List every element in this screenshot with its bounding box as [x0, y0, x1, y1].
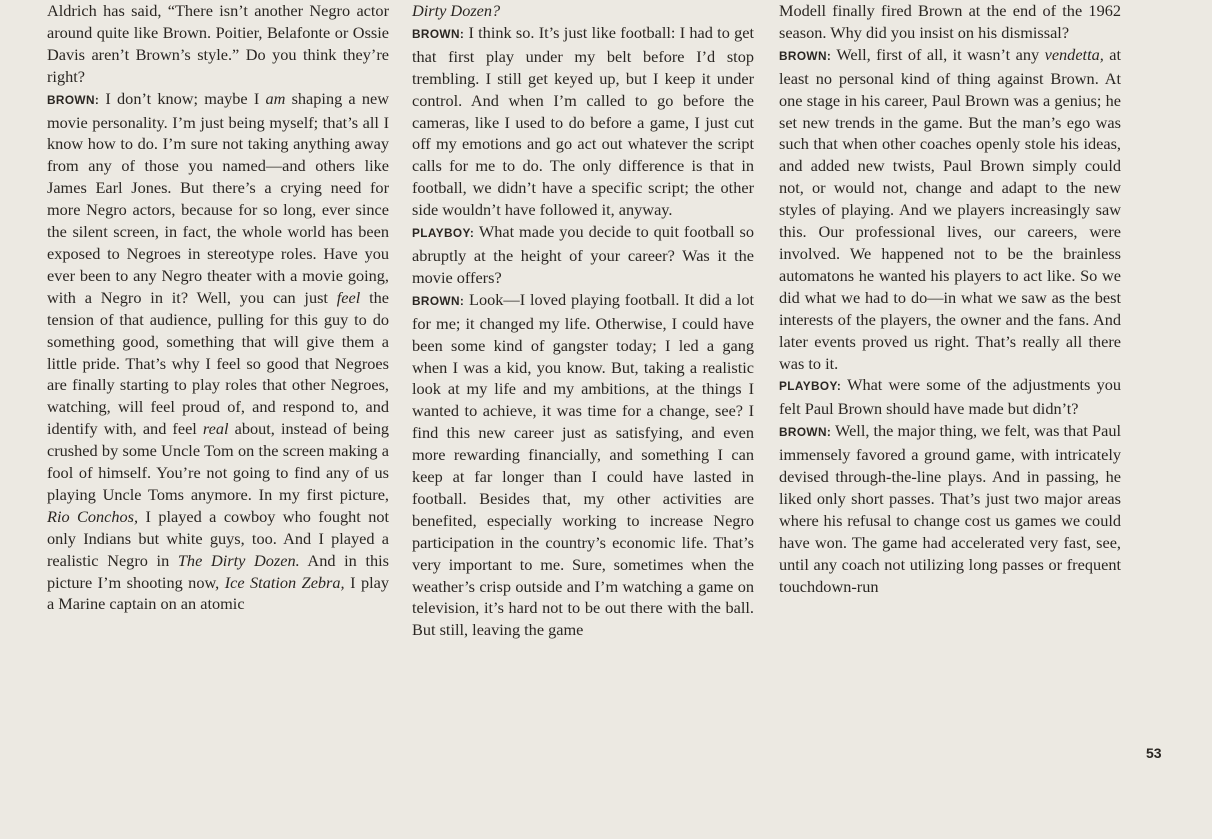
body-text: I played a cowboy who fought not only Indians but white guys, too. And I played a realistic Negro in — [47, 506, 390, 570]
body-text: at least no personal kind of thing against Brown. At one stage in his career, Paul Brown was a genius; he set new trends in the game. But the man’s ego was such that when other coaches openly stole his ideas, and added new twists, Paul Brown simply could not, or would not, change and adapt to the new styles of playing. And we players increasingly saw this. Our professional lives, our careers, were involved. We happened not to be the brainless automatons he wanted his players to act like. So we did what we had to do—in what we saw as the best interests of the players, the owner and the fans. And later events proved us right. That’s really all there was to it. — [779, 44, 1121, 373]
speaker-label: BROWN: — [412, 293, 465, 308]
italic-text: The Dirty Dozen. — [177, 550, 300, 570]
body-text: I don’t know; maybe I — [99, 88, 266, 108]
italic-text: Ice Station Zebra, — [224, 572, 345, 592]
body-text: I think so. It’s just like football: I had to get that first play under my belt before I’d stop trembling. I still get keyed up, but I keep it under control. And when I’m called to go before the cameras, like I used to do before a game, I just cut off my emotions and go act out whatever the script calls for me to do. The only difference is that in football, we didn’t have a specific script; the other side wouldn’t have followed it, anyway. — [412, 22, 754, 220]
speaker-label: BROWN: — [47, 92, 100, 107]
italic-text: vendetta, — [1044, 44, 1104, 64]
paragraph — [779, 44, 1121, 375]
paragraph — [47, 88, 389, 616]
italic-text: Rio Conchos, — [47, 506, 139, 526]
page-number: 53 — [1146, 745, 1162, 761]
body-text: I play a Marine captain on an atomic — [47, 572, 389, 614]
speaker-label: BROWN: — [779, 425, 832, 440]
speaker-label: PLAYBOY: — [412, 226, 475, 241]
italic-text: feel — [336, 287, 361, 307]
italic-text: am — [265, 88, 286, 108]
paragraph — [412, 221, 754, 289]
body-text: Well, first of all, it wasn’t any — [831, 44, 1045, 64]
body-text: Look—I loved playing football. It did a lot for me; it changed my life. Otherwise, I could have been some kind of gangster today; I led a gang when I was a kid, you know. But, taking a realistic look at my life and my ambitions, at the things I wanted to achieve, it was time for a change, see? I find this new career just as satisfying, and even more rewarding financially, and something I can keep at far longer than I could have lasted in football. Besides that, my other activities are benefited, especially working to increase Negro participation in the country’s economic life. That’s very important to me. Sure, sometimes when the weather’s crisp outside and I’m watching a game on television, it’s hard not to be out there with the ball. But still, leaving the game — [412, 289, 754, 640]
body-text: And in this picture I’m shooting now, — [47, 550, 389, 592]
paragraph — [412, 0, 754, 22]
italic-text: Dirty Dozen? — [412, 1, 501, 20]
paragraph — [779, 420, 1121, 597]
body-text: the tension of that audience, pulling for this guy to do something good, something that will give them a little pride. That’s why I feel so good that Negroes are finally starting to play roles that other Negroes, watching, will feel proud of, and respond to, and identify with, and feel — [47, 287, 389, 439]
column-right — [779, 0, 1121, 597]
column-left — [47, 0, 389, 615]
paragraph — [779, 374, 1121, 420]
body-text: What were some of the adjustments you felt Paul Brown should have made but didn’t? — [779, 375, 1121, 419]
speaker-label: BROWN: — [412, 26, 465, 41]
italic-text: real — [202, 419, 229, 439]
paragraph — [47, 0, 389, 88]
column-middle — [412, 0, 754, 641]
body-text: What made you decide to quit football so abruptly at the height of your career? Was it the movie offers? — [412, 222, 754, 287]
body-text: Aldrich has said, “There isn’t another Negro actor around quite like Brown. Poitier, Belafonte or Ossie Davis aren’t Brown’s style.” Do you think they’re right? — [47, 1, 389, 86]
paragraph — [779, 0, 1121, 44]
body-text: shaping a new movie personality. I’m just being myself; that’s all I know how to do. I’m sure not taking anything away from any of those you named—and others like James Earl Jones. But there’s a crying need for more Negro actors, because for so long, ever since the silent screen, in fact, the whole world has been exposed to Negroes in stereotype roles. Have you ever been to any Negro theater with a movie going, with a Negro in it? Well, you can just — [47, 88, 389, 307]
paragraph — [412, 289, 754, 642]
paragraph — [412, 22, 754, 221]
speaker-label: BROWN: — [779, 48, 832, 63]
speaker-label: PLAYBOY: — [779, 379, 842, 394]
body-text: Modell finally fired Brown at the end of the 1962 season. Why did you insist on his dismissal? — [779, 1, 1121, 42]
body-text: about, instead of being crushed by some Uncle Tom on the screen making a fool of himself. You’re not going to find any of us playing Uncle Toms anymore. In my first picture, — [47, 419, 389, 504]
body-text: Well, the major thing, we felt, was that Paul immensely favored a ground game, with intricately devised through-the-line plays. And in passing, he liked only short passes. That’s just two major areas where his refusal to change cost us games we could have won. The game had accelerated very fast, see, until any coach not utilizing long passes or frequent touchdown-run — [779, 421, 1121, 596]
